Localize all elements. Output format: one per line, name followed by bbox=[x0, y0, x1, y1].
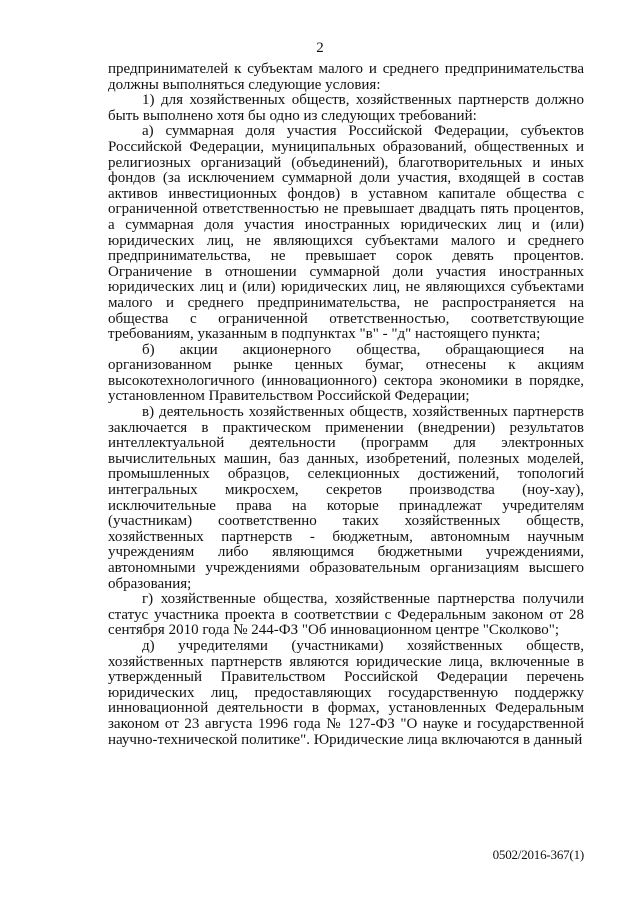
paragraph-subitem-d: д) учредителями (участниками) хозяйственных обществ, хозяйственных партнерств являются юридические лица, включенные в утвержденный Правительством Российской Федерации перечень юридических лиц, предоставляющих государственную поддержку инновационной деятельности в формах, установленных Федеральным законом от 23 августа 1996 года № 127-ФЗ "О науке и государственной научно-технической политике". Юридические лица включаются в данный bbox=[108, 637, 584, 748]
paragraph-subitem-v: в) деятельность хозяйственных обществ, хозяйственных партнерств заключается в практическом применении (внедрении) результатов интеллектуальной деятельности (программ для электронных вычислительных машин, баз данных, изобретений, полезных моделей, промышленных образцов, селекционных достижений, топологий интегральных микросхем, секретов производства (ноу-хау), исключительные права на которые принадлежат учредителям (участникам) соответственно таких хозяйственных обществ, хозяйственных партнерств - бюджетным, автономным научным учреждениям либо являющимся бюджетными учреждениями, автономными учреждениями образовательным организациям высшего образования; bbox=[108, 404, 584, 592]
paragraph-subitem-g: г) хозяйственные общества, хозяйственные партнерства получили статус участника проекта в соответствии с Федеральным законом от 28 сентября 2010 года № 244-ФЗ "Об инновационном центре "Сколково"; bbox=[108, 591, 584, 639]
paragraph-condition-1: 1) для хозяйственных обществ, хозяйственных партнерств должно быть выполнено хотя бы одно из следующих требований: bbox=[108, 92, 584, 124]
paragraph-intro: предпринимателей к субъектам малого и среднего предпринимательства должны выполняться следующие условия: bbox=[108, 61, 584, 93]
paragraph-subitem-b: б) акции акционерного общества, обращающиеся на организованном рынке ценных бумаг, отнесены к акциям высокотехнологичного (инновационного) сектора экономики в порядке, установленном Правительством Российской Федерации; bbox=[108, 341, 584, 405]
document-code: 0502/2016-367(1) bbox=[492, 847, 584, 862]
paragraph-subitem-a: а) суммарная доля участия Российской Федерации, субъектов Российской Федерации, муниципальных образований, общественных и религиозных организаций (объединений), благотворительных и иных фондов (за исключением суммарной доли участия, входящей в состав активов инвестиционных фондов) в уставном капитале общества с ограниченной ответственностью не превышает двадцать пять процентов, а суммарная доля участия иностранных юридических лиц и (или) юридических лиц, не являющихся субъектами малого и среднего предпринимательства, не превышает сорок девять процентов. Ограничение в отношении суммарной доли участия иностранных юридических лиц и (или) юридических лиц, не являющихся субъектами малого и среднего предпринимательства, не распространяется на общества с ограниченной ответственностью, соответствующие требованиям, указанным в подпунктах "в" - "д" настоящего пункта; bbox=[108, 123, 584, 343]
document-body bbox=[108, 62, 584, 748]
page-number: 2 bbox=[316, 40, 324, 56]
